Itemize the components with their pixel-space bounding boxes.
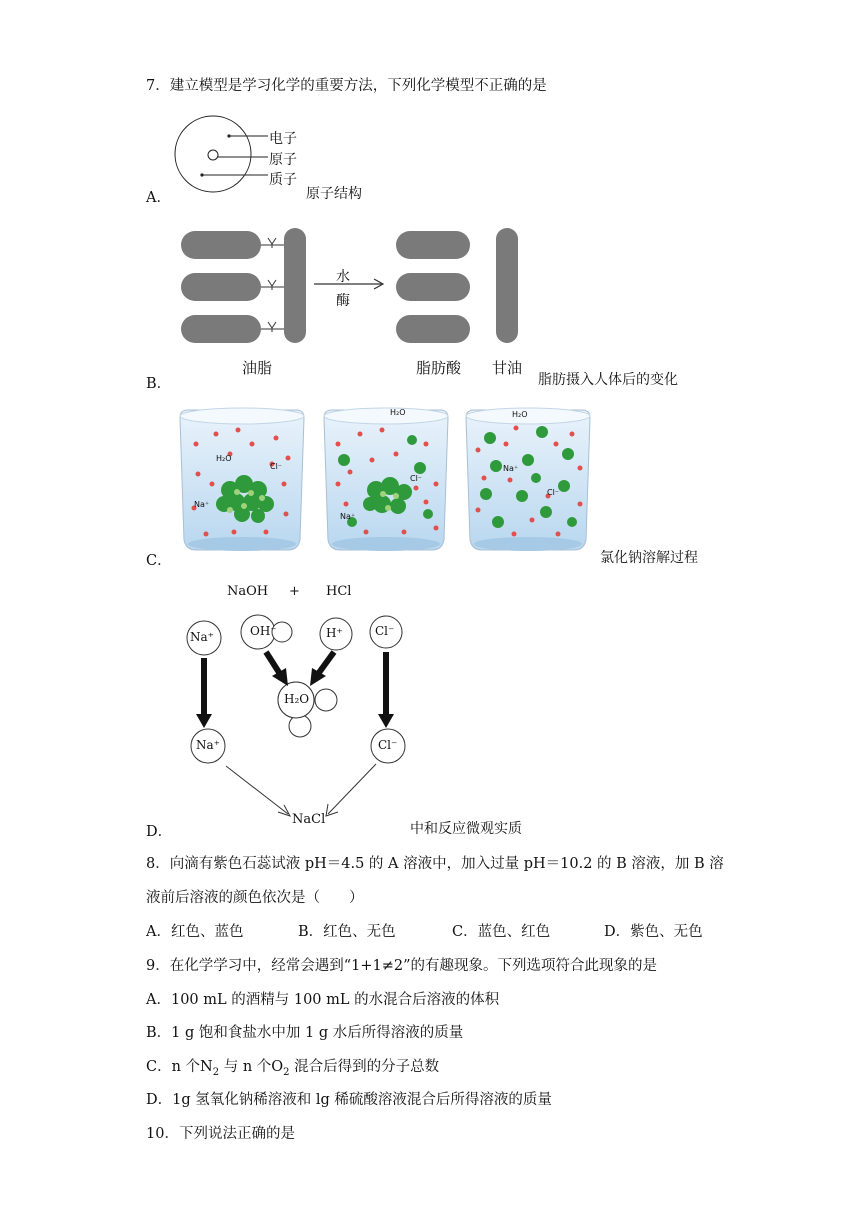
d-header-naoh: NaOH <box>227 584 269 599</box>
ion-oh: OH⁻ <box>250 624 277 638</box>
product-salt: NaCl <box>292 812 326 827</box>
q8-option-d[interactable]: D．紫色、无色 <box>604 924 703 940</box>
c-label-chloride-2: Cl⁻ <box>410 474 423 483</box>
arrow-label-water: 水 <box>336 269 350 285</box>
q8-option-c[interactable]: C．蓝色、红色 <box>452 924 551 940</box>
q8-stem-line1: 8．向滴有紫色石蕊试液 pH＝4.5 的 A 溶液中，加入过量 pH＝10.2 的 B 溶液，加 B 溶 <box>146 856 724 872</box>
c-label-water-1: H₂O <box>216 454 232 463</box>
label-proton: 质子 <box>269 172 297 188</box>
q7-c-caption: 氯化钠溶解过程 <box>600 550 698 566</box>
q9-option-b[interactable]: B．1 g 饱和食盐水中加 1 g 水后所得溶液的质量 <box>146 1025 464 1041</box>
q9-c-sub2: 2 <box>283 1066 290 1078</box>
q9-c-pre: C．n 个N <box>146 1059 213 1075</box>
c-label-water-2: H₂O <box>390 408 406 417</box>
d-header-hcl: HCl <box>326 584 352 599</box>
q9-option-a[interactable]: A．100 mL 的酒精与 100 mL 的水混合后溶液的体积 <box>146 992 500 1008</box>
c-label-chloride-1: Cl⁻ <box>270 462 283 471</box>
product-water: H₂O <box>284 692 310 706</box>
c-label-sodium-1: Na⁺ <box>194 500 210 509</box>
label-glycerol: 甘油 <box>492 359 523 377</box>
q7-a-letter: A． <box>146 190 171 206</box>
q7-b-letter: B． <box>146 376 172 392</box>
q7-d-letter: D． <box>146 824 173 840</box>
q7-stem: 7．建立模型是学习化学的重要方法，下列化学模型不正确的是 <box>146 78 547 94</box>
label-fat: 油脂 <box>242 359 273 377</box>
label-atom: 原子 <box>269 152 297 168</box>
ion-cl-top: Cl⁻ <box>375 624 395 638</box>
ion-cl-bottom: Cl⁻ <box>378 738 398 752</box>
q8-options <box>146 920 703 941</box>
q8-stem-line2: 液前后溶液的颜色依次是（ ） <box>146 890 364 906</box>
c-label-sodium-2: Na⁺ <box>340 512 356 521</box>
q8-option-a[interactable]: A．红色、蓝色 <box>146 924 244 940</box>
q9-stem: 9．在化学学习中，经常会遇到“1+1≠2”的有趣现象。下列选项符合此现象的是 <box>146 958 658 974</box>
ion-h: H⁺ <box>326 626 343 640</box>
ion-na-top: Na⁺ <box>190 630 214 644</box>
q7-c-letter: C． <box>146 553 172 569</box>
q9-option-c[interactable] <box>146 1055 439 1078</box>
label-electron: 电子 <box>269 131 297 147</box>
fat-digestion-diagram <box>176 226 536 346</box>
q7-a-caption: 原子结构 <box>306 186 362 202</box>
c-label-sodium-3: Na⁺ <box>503 464 519 473</box>
q7-d-caption: 中和反应微观实质 <box>410 821 522 837</box>
c-label-water-3: H₂O <box>512 410 528 419</box>
q8-option-b[interactable]: B．红色、无色 <box>298 924 396 940</box>
label-fatty-acid: 脂肪酸 <box>416 359 462 377</box>
nacl-dissolving-diagram <box>176 404 616 554</box>
c-label-chloride-3: Cl⁻ <box>547 488 560 497</box>
q9-c-post: 混合后得到的分子总数 <box>289 1059 440 1075</box>
d-header-plus: + <box>289 584 300 599</box>
q9-option-d[interactable]: D．1g 氢氧化钠稀溶液和 lg 稀硫酸溶液混合后所得溶液的质量 <box>146 1092 552 1108</box>
ion-na-bottom: Na⁺ <box>196 738 220 752</box>
arrow-label-enzyme: 酶 <box>336 293 350 309</box>
q9-c-sub1: 2 <box>212 1066 220 1078</box>
q10-stem: 10．下列说法正确的是 <box>146 1126 295 1142</box>
q9-c-mid: 与 n 个O <box>219 1059 284 1075</box>
q7-b-caption: 脂肪摄入人体后的变化 <box>538 372 678 388</box>
